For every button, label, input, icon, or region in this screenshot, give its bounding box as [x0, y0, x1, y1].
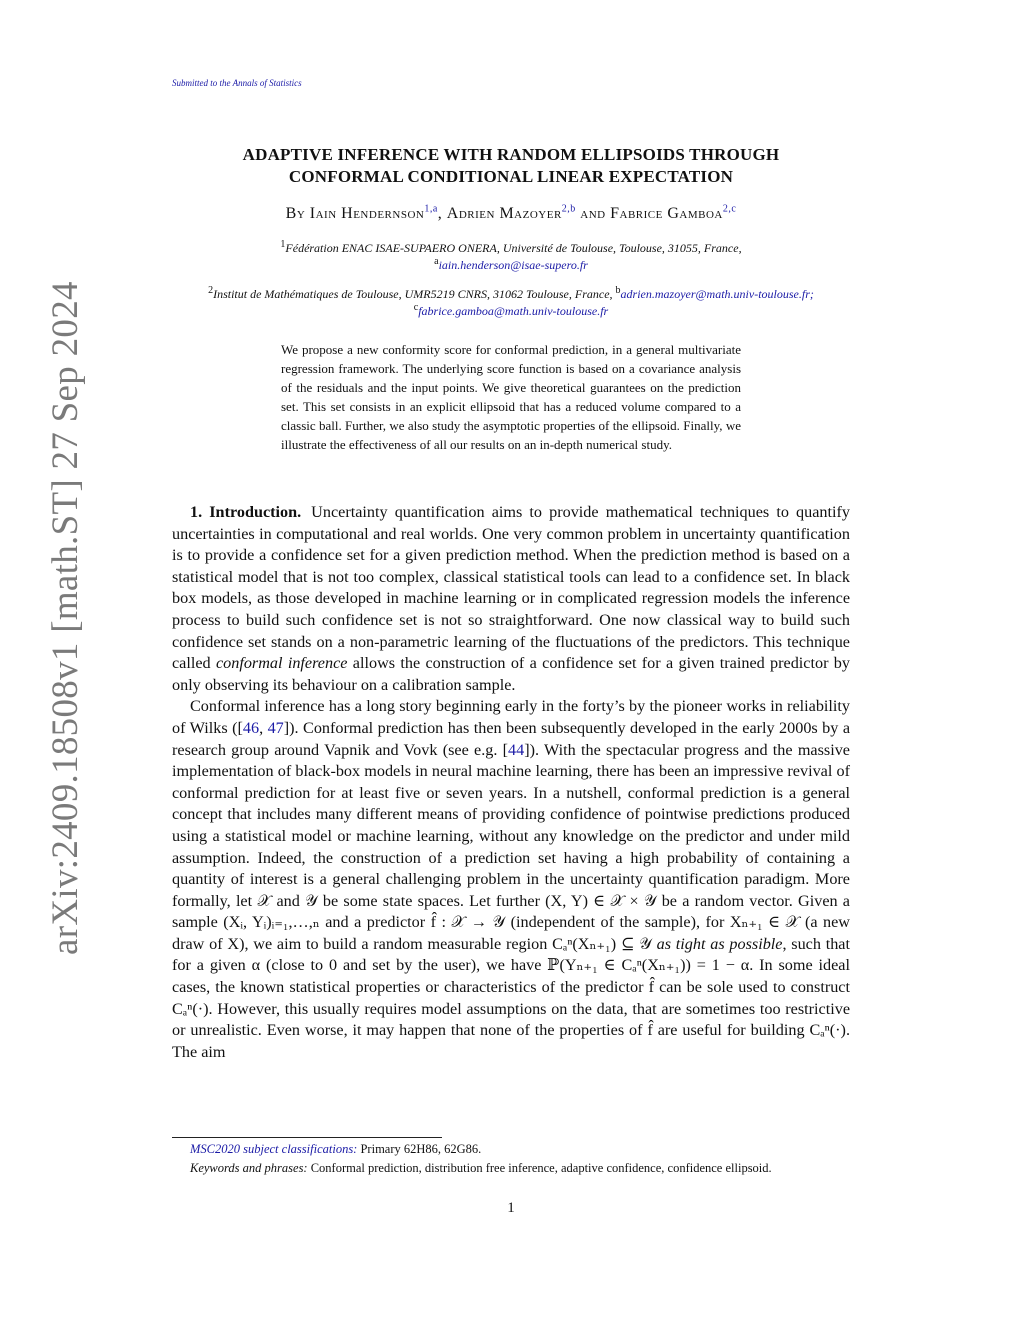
affiliation-2	[172, 286, 850, 320]
author-affiliation-marker[interactable]: 2,b	[561, 203, 576, 215]
paragraph-text: allows the construction of a confidence set for a given trained predictor by only observing its behaviour on a calibration sample.	[172, 654, 850, 694]
keywords-footnote	[172, 1159, 850, 1178]
affiliation-number: 1	[280, 239, 286, 250]
email-link[interactable]: adrien.mazoyer@math.univ-toulouse.fr;	[620, 287, 814, 301]
msc-footnote	[172, 1140, 850, 1159]
author-name: Adrien Mazoyer	[446, 205, 562, 222]
footnotes	[172, 1140, 850, 1178]
affiliation-1	[172, 240, 850, 274]
arxiv-identifier-sidebar: arXiv:2409.18508v1 [math.ST] 27 Sep 2024	[45, 281, 86, 955]
footnote-rule	[172, 1137, 442, 1138]
citation-link[interactable]: 44	[508, 740, 525, 759]
title-line-1: ADAPTIVE INFERENCE WITH RANDOM ELLIPSOIDS THROUGH	[242, 145, 780, 164]
author-name: Fabrice Gamboa	[610, 205, 723, 222]
emphasis-text: conformal inference	[215, 654, 348, 673]
email-marker: b	[615, 285, 621, 296]
affiliation-text: Institut de Mathématiques de Toulouse, UMR5219 CNRS, 31062 Toulouse, France,	[213, 287, 616, 301]
affiliation-text: Fédération ENAC ISAE-SUPAERO ONERA, Université de Toulouse, Toulouse, 31055, France,	[285, 241, 742, 255]
journal-header-note[interactable]: Submitted to the Annals of Statistics	[172, 78, 302, 88]
paragraph	[172, 696, 850, 1063]
citation-link[interactable]: 47	[267, 718, 284, 737]
abstract: We propose a new conformity score for conformal prediction, in a general multivariate regression framework. The underlying score function is based on a covariance analysis of the residuals and the input points. We give theoretical guarantees on the prediction set. This set consists in an explicit ellipsoid that has a reduced volume compared to a classic ball. Further, we also study the asymptotic properties of the ellipsoid. Finally, we illustrate the effectiveness of all our results on an in-depth numerical study.	[281, 342, 741, 452]
paragraph-text: , such that for a given α (close to 0 and set by the user), we have ℙ(Yₙ₊₁ ∈ Cₐⁿ(Xₙ₊₁)) = 1 − α. In some ideal cases, the known statistical properties or characteristics of the predictor f̂ can be sole used to construct Cₐⁿ(·). However, this usually requires model assumptions on the data, that are sometimes too restrictive or unrealistic. Even worse, it may happen that none of the properties of f̂ are useful for building Cₐⁿ(·). The aim	[172, 934, 850, 1061]
citation-link[interactable]: 46	[242, 718, 260, 737]
title-line-2: CONFORMAL CONDITIONAL LINEAR EXPECTATION	[288, 167, 734, 186]
paragraph-text: Uncertainty quantification aims to provide mathematical techniques to quantify uncertainties in computational and real worlds. One very common problem in uncertainty quantification is to provide a confidence set for a given prediction method. When the prediction method is based on a statistical model that is not too complex, classical statistical tools can lead to a confidence set. In black box models, as those developed in machine learning or in complicated regression models the inference process to build such confidence set is not so straightforward. One now classical way to build such confidence set stands on a non-parametric learning of the fluctuations of the predictors. This technique called	[172, 503, 851, 673]
paper-title	[172, 144, 850, 188]
paragraph-text: ]). Conformal prediction has then been subsequently developed in the early 2000s by a research group around Vapnik and Vovk (see e.g. [	[172, 718, 850, 759]
by-label: By	[285, 205, 306, 222]
paragraph-text: ]). With the spectacular progress and the massive implementation of black-box models in neural machine learning, there has been an impressive revival of conformal prediction for at least five or seven years. In a nutshell, conformal prediction is a general concept that includes many different means of providing confidence of pointwise predictions produced using a statistical model or machine learning, without any knowledge on the predictor and under mild assumption. Indeed, the construction of a prediction set having a high probability of containing a quantity of interest is a general challenging problem in the uncertainty quantification paradigm. More formally, let 𝒳 and 𝒴 be some state spaces. Let further (X, Y) ∈ 𝒳 × 𝒴 be a random vector. Given a sample (Xᵢ, Yᵢ)ᵢ₌₁,…,ₙ and a predictor f̂ : 𝒳 → 𝒴 (independent of the sample), for Xₙ₊₁ ∈ 𝒳 (a new draw of X), we aim to build a random measurable region Cₐⁿ(Xₙ₊₁) ⊆ 𝒴	[172, 740, 850, 953]
emphasis-text: as tight as possible	[656, 934, 783, 953]
citation-separator: ,	[259, 718, 268, 737]
email-marker: a	[434, 256, 439, 267]
author-separator: ,	[437, 205, 447, 222]
page-number: 1	[507, 1200, 515, 1216]
keywords-label: Keywords and phrases:	[190, 1161, 308, 1175]
author-affiliation-marker[interactable]: 2,c	[722, 203, 737, 215]
paragraph-text: Conformal inference has a long story beginning early in the forty’s by the pioneer works in reliability of Wilks ([	[172, 697, 850, 737]
keywords-value: Conformal prediction, distribution free inference, adaptive confidence, confidence ellipsoid.	[307, 1161, 772, 1175]
email-marker: c	[413, 302, 419, 313]
author-name: Iain Hendernson	[309, 205, 425, 222]
affiliation-number: 2	[208, 285, 214, 296]
msc-value: Primary 62H86, 62G86.	[357, 1142, 482, 1156]
author-list	[172, 205, 850, 223]
author-affiliation-marker[interactable]: 1,a	[424, 203, 438, 215]
section-heading: 1. Introduction.	[190, 503, 302, 521]
and-label: and	[575, 205, 611, 222]
paragraph	[172, 502, 850, 696]
introduction-section	[172, 502, 850, 1063]
email-link[interactable]: fabrice.gamboa@math.univ-toulouse.fr	[418, 304, 609, 318]
msc-label-link[interactable]: MSC2020 subject classifications:	[190, 1142, 358, 1156]
email-link[interactable]: iain.henderson@isae-supero.fr	[438, 258, 588, 272]
